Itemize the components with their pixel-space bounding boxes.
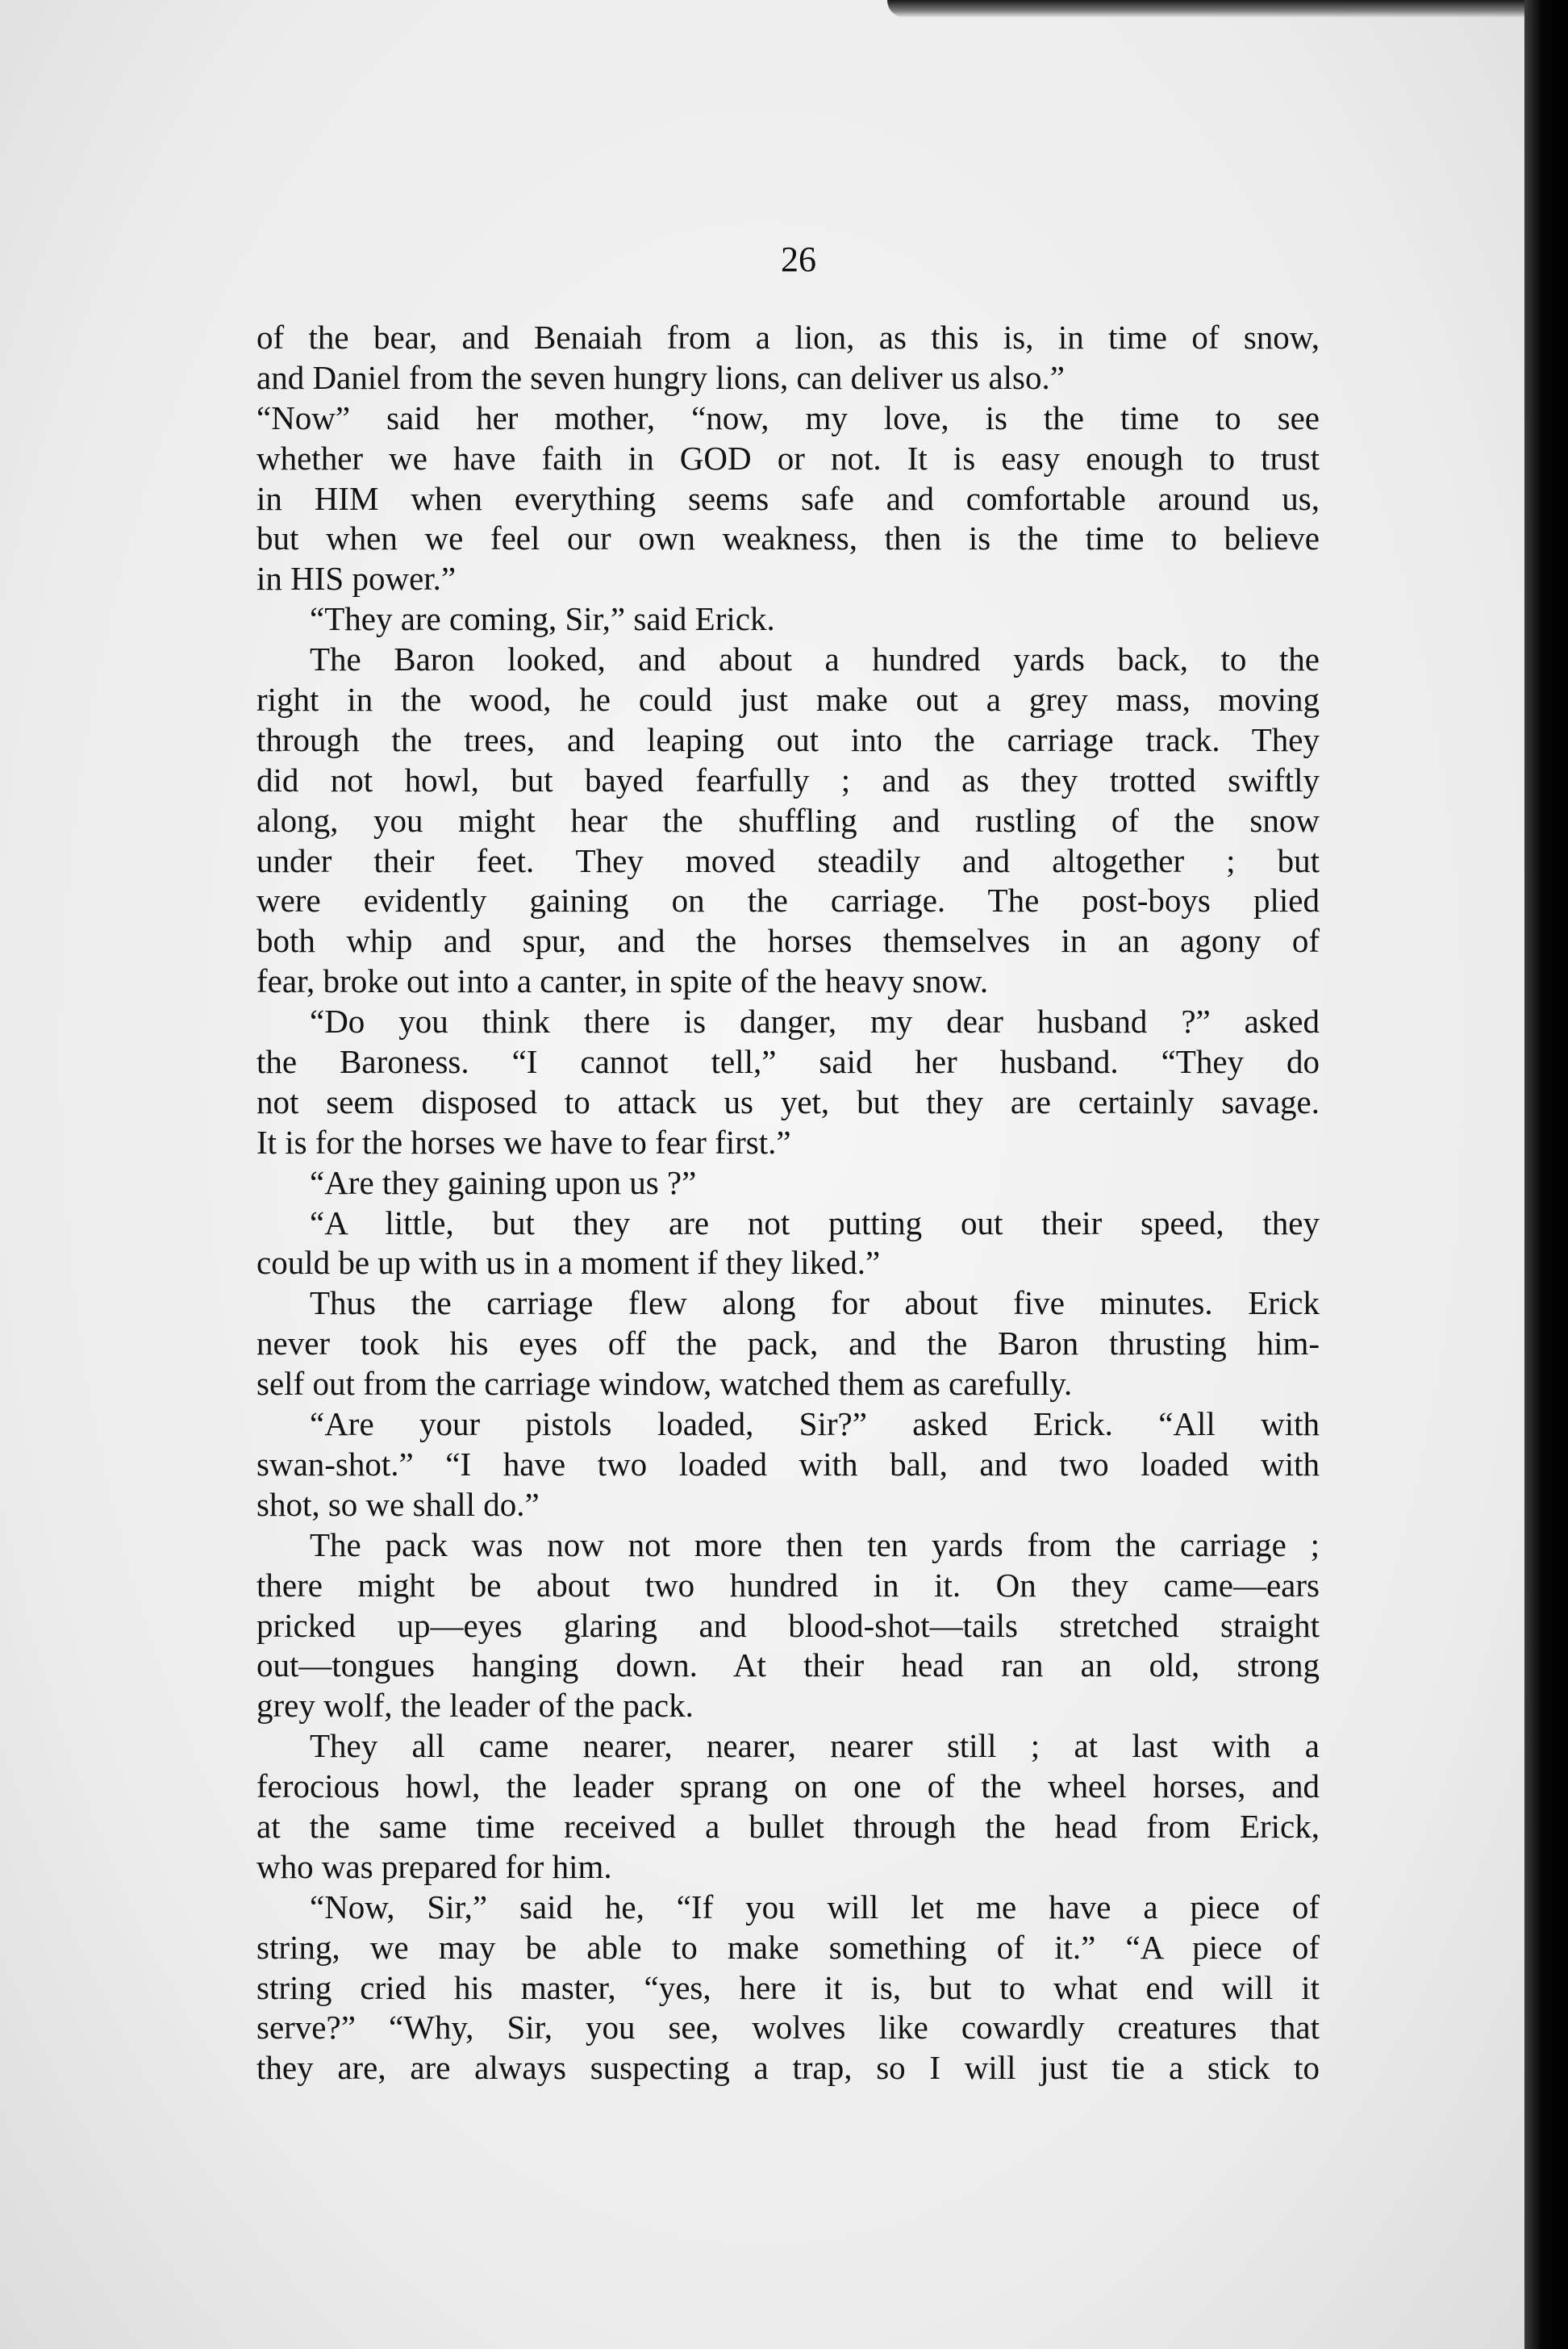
text-line: “Are they gaining upon us ?” <box>310 1163 697 1201</box>
text-line: there might be about two hundred in it. On they came—ears <box>256 1566 1320 1604</box>
page-number: 26 <box>781 240 816 279</box>
text-line: self out from the carriage window, watched them as carefully. <box>256 1365 1073 1403</box>
text-line: both whip and spur, and the horses themselves in an agony of <box>256 922 1320 960</box>
text-line: at the same time received a bullet through the head from Erick, <box>256 1807 1320 1845</box>
text-line: grey wolf, the leader of the pack. <box>256 1687 694 1725</box>
text-line: not seem disposed to attack us yet, but they are certainly savage. <box>256 1083 1320 1120</box>
text-line: in HIS power.” <box>256 560 457 598</box>
text-line: they are, are always suspecting a trap, so I will just tie a stick to <box>256 2049 1320 2087</box>
text-line: “They are coming, Sir,” said Erick. <box>310 600 775 638</box>
text-line: “Are your pistols loaded, Sir?” asked Erick. “All with <box>310 1405 1320 1443</box>
text-line: who was prepared for him. <box>256 1847 612 1885</box>
text-line: ferocious howl, the leader sprang on one of the wheel horses, and <box>256 1767 1320 1805</box>
text-line: string cried his master, “yes, here it is, but to what end will it <box>256 1968 1320 2006</box>
text-line: fear, broke out into a canter, in spite of the heavy snow. <box>256 962 989 1000</box>
text-line: in HIM when everything seems safe and comfortable around us, <box>256 479 1320 517</box>
text-line: were evidently gaining on the carriage. The post-boys plied <box>256 882 1320 920</box>
text-line: “Do you think there is danger, my dear husband ?” asked <box>310 1003 1320 1041</box>
text-line: The pack was now not more then ten yards from the carriage ; <box>310 1525 1320 1563</box>
text-line: shot, so we shall do.” <box>256 1485 540 1523</box>
text-line: out—tongues hanging down. At their head ran an old, strong <box>256 1646 1320 1684</box>
text-line: pricked up—eyes glaring and blood-shot—tails stretched straight <box>256 1606 1320 1644</box>
text-line: The Baron looked, and about a hundred yards back, to the <box>310 640 1320 678</box>
text-line: and Daniel from the seven hungry lions, can deliver us also.” <box>256 358 1065 396</box>
text-line: Thus the carriage flew along for about five minutes. Erick <box>310 1284 1320 1322</box>
text-line: serve?” “Why, Sir, you see, wolves like cowardly creatures that <box>256 2009 1320 2047</box>
text-line: but when we feel our own weakness, then is the time to believe <box>256 519 1320 557</box>
text-line: “Now, Sir,” said he, “If you will let me have a piece of <box>310 1888 1320 1926</box>
text-line: They all came nearer, nearer, nearer still ; at last with a <box>310 1727 1320 1765</box>
text-line: swan-shot.” “I have two loaded with ball, and two loaded with <box>256 1445 1320 1483</box>
text-line: through the trees, and leaping out into the carriage track. They <box>256 720 1320 758</box>
text-line: along, you might hear the shuffling and rustling of the snow <box>256 801 1320 839</box>
text-line: “A little, but they are not putting out their speed, they <box>310 1204 1320 1241</box>
text-line: under their feet. They moved steadily and altogether ; but <box>256 841 1320 879</box>
text-line: the Baroness. “I cannot tell,” said her husband. “They do <box>256 1043 1320 1081</box>
text-line: of the bear, and Benaiah from a lion, as this is, in time of snow, <box>256 319 1320 356</box>
text-line: never took his eyes off the pack, and the Baron thrusting him- <box>256 1325 1320 1362</box>
scan-edge-mark <box>887 0 1524 18</box>
text-line: could be up with us in a moment if they liked.” <box>256 1244 881 1282</box>
text-line: string, we may be able to make something of it.” “A piece of <box>256 1928 1320 1966</box>
body-text <box>256 318 1320 2088</box>
text-line: right in the wood, he could just make out a grey mass, moving <box>256 681 1320 719</box>
scan-dark-edge <box>1524 0 1568 2349</box>
text-line: did not howl, but bayed fearfully ; and as they trotted swiftly <box>256 761 1320 799</box>
text-line: It is for the horses we have to fear first.” <box>256 1123 791 1161</box>
text-line: whether we have faith in GOD or not. It is easy enough to trust <box>256 439 1320 477</box>
text-line: “Now” said her mother, “now, my love, is the time to see <box>256 398 1320 436</box>
